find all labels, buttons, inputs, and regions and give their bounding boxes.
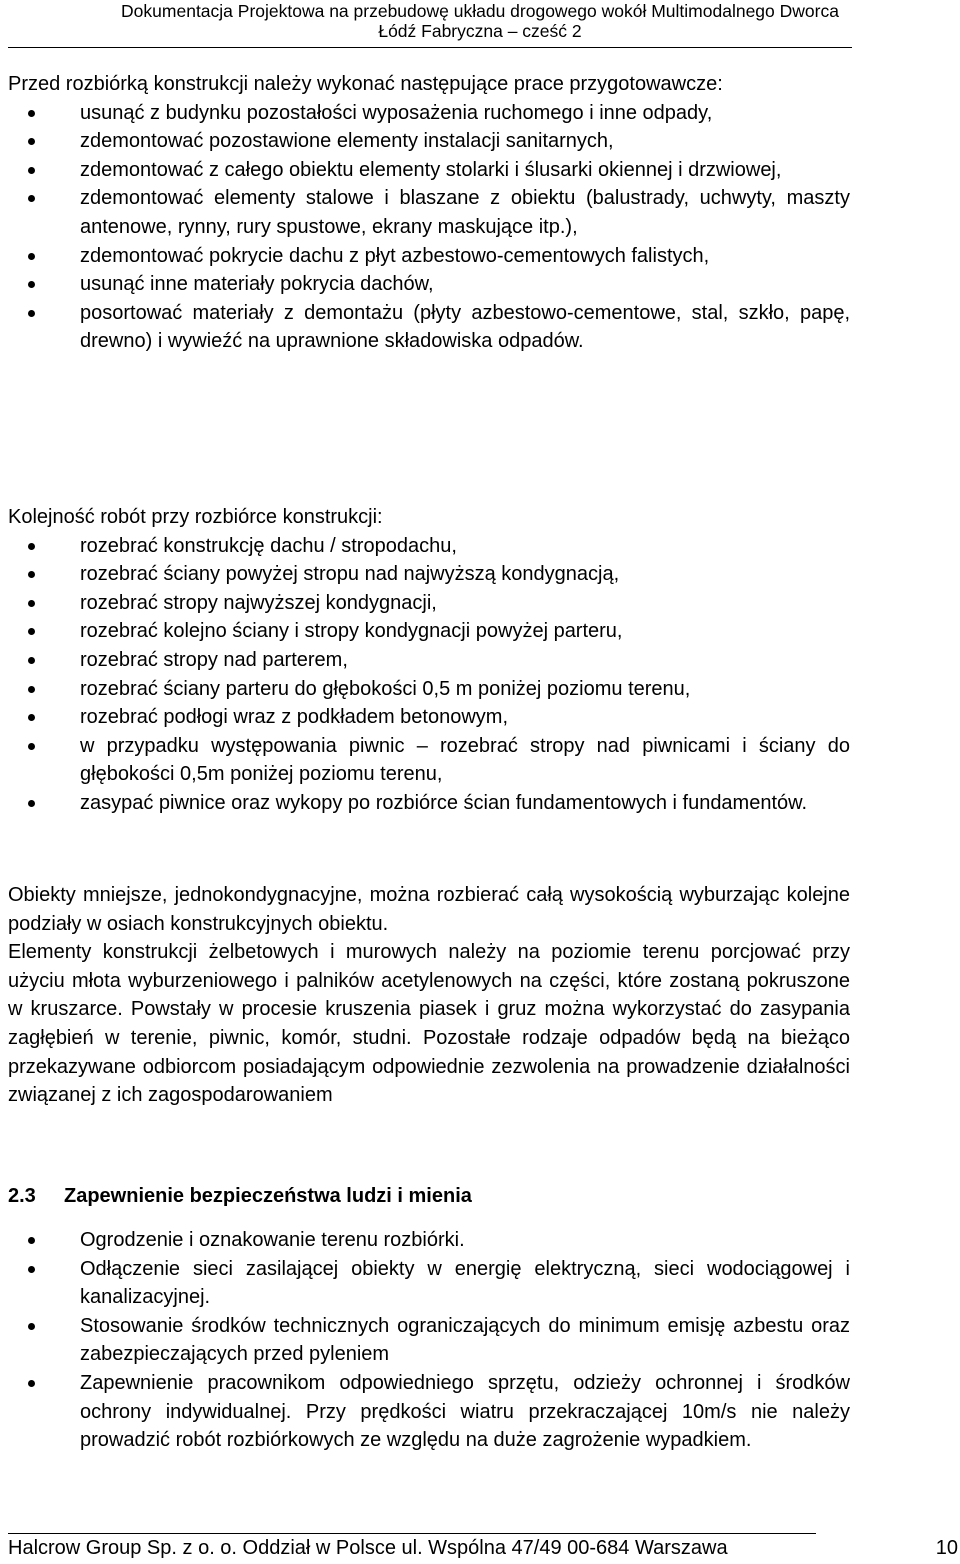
list-item <box>8 789 850 818</box>
list-item-text: rozebrać konstrukcję dachu / stropodachu, <box>80 534 457 557</box>
preparatory-works-list <box>8 99 850 356</box>
footer-address: Halcrow Group Sp. z o. o. Oddział w Polsce ul. Wspólna 47/49 00-684 Warszawa <box>8 1537 728 1559</box>
list-item-text: rozebrać ściany parteru do głębokości 0,5 m poniżej poziomu terenu, <box>80 677 691 700</box>
list-item-text: zdemontować pokrycie dachu z płyt azbestowo-cementowych falistych, <box>80 244 710 267</box>
list-item-text: rozebrać kolejno ściany i stropy kondygnacji powyżej parteru, <box>80 620 623 643</box>
list-item-text: rozebrać stropy najwyższej kondygnacji, <box>80 591 437 614</box>
demolition-order-intro: Kolejność robót przy rozbiórce konstrukcji: <box>8 506 383 528</box>
section-number: 2.3 <box>8 1185 36 1207</box>
list-item <box>8 560 850 589</box>
list-item-text: Zapewnienie pracownikom odpowiedniego sprzętu, odzieży ochronnej i środków ochrony indywidualnej. Przy prędkości wiatru przekraczającej 10m/s nie należy prowadzić robót rozbiórkowych ze względu na duże zagrożenie wypadkiem. <box>80 1371 850 1452</box>
list-item-text: Stosowanie środków technicznych ograniczających do minimum emisję azbestu oraz zabezpieczających przed pyleniem <box>80 1314 850 1366</box>
list-item <box>8 732 850 789</box>
list-item <box>8 1226 850 1255</box>
list-item <box>8 646 850 675</box>
header-title-line-1: Dokumentacja Projektowa na przebudowę układu drogowego wokół Multimodalnego Dworca <box>121 1 839 21</box>
list-item-text: zdemontować z całego obiektu elementy stolarki i ślusarki okiennej i drzwiowej, <box>80 158 782 181</box>
demolition-notes-section <box>8 881 850 1110</box>
section-heading <box>8 1182 472 1210</box>
list-item <box>8 1312 850 1369</box>
preparatory-works-intro: Przed rozbiórką konstrukcji należy wykonać następujące prace przygotowawcze: <box>8 73 723 95</box>
preparatory-works-section <box>8 70 850 356</box>
page-number: 10 <box>935 1537 958 1559</box>
list-item-text: w przypadku występowania piwnic – rozebrać stropy nad piwnicami i ściany do głębokości 0,5m poniżej poziomu terenu, <box>80 734 850 786</box>
list-item <box>8 617 850 646</box>
list-item-text: zasypać piwnice oraz wykopy po rozbiórce ścian fundamentowych i fundamentów. <box>80 791 808 814</box>
list-item-text: rozebrać ściany powyżej stropu nad najwyższą kondygnacją, <box>80 563 620 586</box>
list-item <box>8 532 850 561</box>
header-title-line-2: Łódź Fabryczna – cześć 2 <box>378 21 582 41</box>
list-item <box>8 1369 850 1455</box>
list-item-text: Odłączenie sieci zasilającej obiekty w energię elektryczną, sieci wodociągowej i kanalizacyjnej. <box>80 1257 850 1309</box>
list-item <box>8 270 850 299</box>
demolition-order-section <box>8 503 850 818</box>
safety-measures-list <box>8 1226 850 1455</box>
footer-divider <box>8 1533 816 1534</box>
safety-measures-section <box>8 1226 850 1455</box>
list-item-text: usunąć inne materiały pokrycia dachów, <box>80 273 434 296</box>
header-divider <box>8 47 852 48</box>
list-item <box>8 299 850 356</box>
list-item <box>8 127 850 156</box>
list-item <box>8 242 850 271</box>
list-item <box>8 156 850 185</box>
list-item-text: Ogrodzenie i oznakowanie terenu rozbiórki. <box>80 1229 465 1251</box>
list-item-text: rozebrać stropy nad parterem, <box>80 648 348 671</box>
list-item <box>8 675 850 704</box>
demolition-note-paragraph-2: Elementy konstrukcji żelbetowych i murowych należy na poziomie terenu porcjować przy użyciu młota wyburzeniowego i palników acetylenowych na części, które zostaną pokruszone w kruszarce. Powstały w procesie kruszenia piasek i gruz można wykorzystać do zasypania zagłębień w terenie, piwnic, komór, studni. Pozostałe rodzaje odpadów będą na bieżąco przekazywane odbiorcom posiadającym odpowiednie zezwolenia na prowadzenie działalności związanej z ich zagospodarowaniem <box>8 941 850 1107</box>
list-item <box>8 589 850 618</box>
list-item-text: usunąć z budynku pozostałości wyposażenia ruchomego i inne odpady, <box>80 101 713 124</box>
list-item <box>8 184 850 241</box>
demolition-order-list <box>8 532 850 818</box>
demolition-note-paragraph-1: Obiekty mniejsze, jednokondygnacyjne, można rozbierać całą wysokością wyburzając kolejne podziały w osiach konstrukcyjnych obiektu. <box>8 884 850 935</box>
list-item <box>8 99 850 128</box>
list-item-text: zdemontować elementy stalowe i blaszane z obiektu (balustrady, uchwyty, maszty antenowe, rynny, rury spustowe, ekrany maskujące itp.), <box>80 187 850 238</box>
list-item-text: zdemontować pozostawione elementy instalacji sanitarnych, <box>80 130 614 153</box>
section-title: Zapewnienie bezpieczeństwa ludzi i mienia <box>64 1185 472 1207</box>
list-item-text: posortować materiały z demontażu (płyty azbestowo-cementowe, stal, szkło, papę, drewno) i wywieźć na uprawnione składowiska odpadów. <box>80 301 850 353</box>
list-item <box>8 703 850 732</box>
list-item-text: rozebrać podłogi wraz z podkładem betonowym, <box>80 706 508 729</box>
list-item <box>8 1255 850 1312</box>
